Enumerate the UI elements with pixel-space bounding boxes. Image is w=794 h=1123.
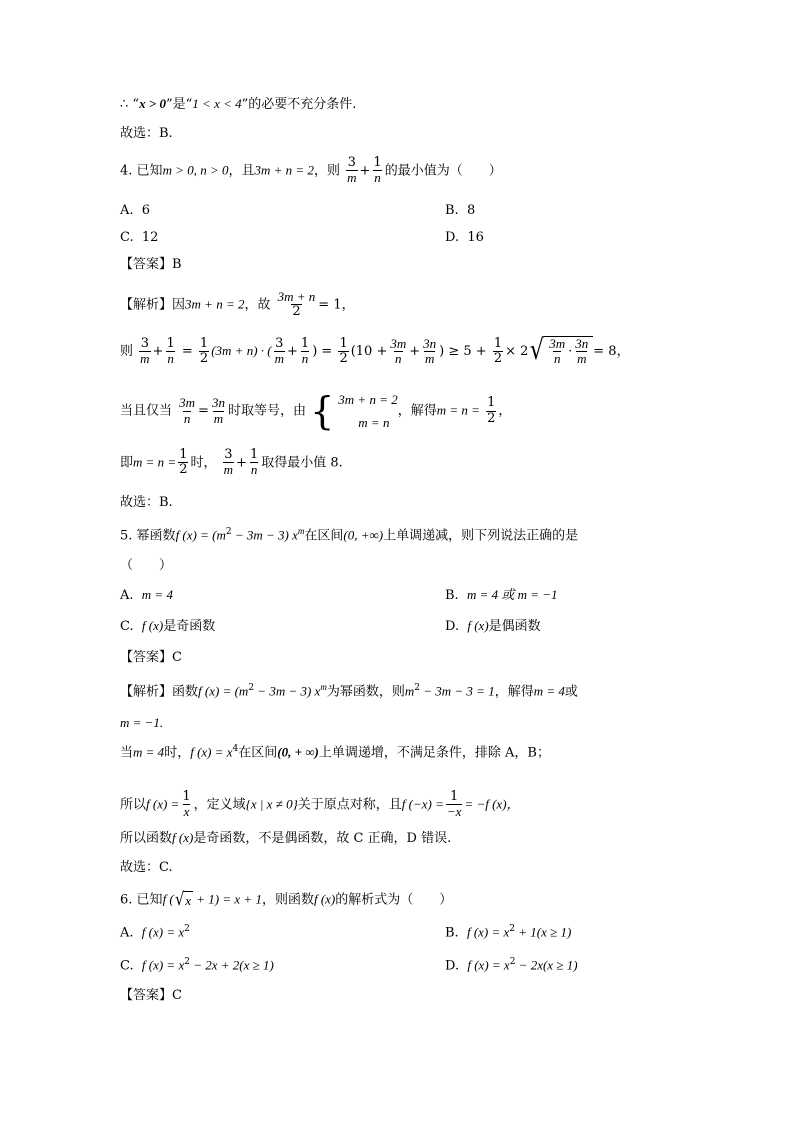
q4-option-a: A. 6 bbox=[120, 203, 151, 218]
question-number: 5. bbox=[120, 528, 133, 544]
equation-system: { 3m + n = 2 m = n bbox=[310, 389, 398, 433]
answer-label: 【答案】 bbox=[120, 257, 173, 272]
q5-answer bbox=[120, 651, 182, 664]
q5-analysis-1: 【解析】函数f $(x) = (m^2 - 3m - 3)$ $x^m$为幂函数，则$m^2 - 3m - 3 = 1$，解得m = 4或 bbox=[120, 682, 578, 700]
q5-option-b: B. m = 4 或 m = −1 bbox=[445, 587, 558, 603]
q4-choose: 故选：B. bbox=[120, 495, 173, 510]
q4-stem: 4. 已知m > 0, n > 0，且3m + n = 2，则 $\frac{3}{m}$ + $\frac{1}{n}$ 的最小值为（ ） bbox=[120, 155, 502, 186]
q5-analysis-4: 所以f (x) = $\frac{1}{x}$ ，定义域{x | x ≠ 0}关于原点对称，且f (−x) = $\frac{1}{-x}$ = −f (x)， bbox=[120, 789, 520, 820]
analysis-label: 【解析】 bbox=[120, 297, 173, 313]
q4-analysis-1: 【解析】因3m + n = 2，故 $\frac{3m + n}{2}$ = 1， bbox=[120, 289, 355, 320]
analysis-label: 【解析】 bbox=[120, 684, 173, 700]
q4-analysis-3: 当且仅当 $\frac{3m}{n}$ = $\frac{3n}{m}$ 时取等号，由 { 3m + n = 2 m = n ，解得m = n = $\frac{1}{2}$ ， bbox=[120, 389, 512, 433]
q5-choose: 故选：C. bbox=[120, 860, 173, 875]
intro-conclusion: ∴ “x > 0”是“1 < x < 4”的必要不充分条件. bbox=[120, 96, 357, 112]
q5-stem: 5. 幂函数f $(x) = (m^2 - 3m - 3)$ $x^m$在区间(0, +∞)上单调递减，则下列说法正确的是 bbox=[120, 526, 579, 544]
q6-stem: 6. 已知f ( √ x + 1) = x + 1，则函数f (x)的解析式为（ ） bbox=[120, 889, 453, 910]
intro-choose: 故选：B. bbox=[120, 126, 173, 141]
q4-analysis-2: 则 $\frac{3}{m}$ + $\frac{1}{n}$ = $\frac{1}{2}$ (3m + n) · ( $\frac{3}{m}$ + $\frac{1}{n}$ ) = $\frac{1}{2}$ (10 + $\frac{3m}{n}$ + $\frac{3n}{m}$ ) ≥ 5 + $\frac{1}{2}$ × 2 √ $\frac{3m}{n}$ · $\frac{3n}{m}$ = 8， bbox=[120, 333, 630, 367]
q4-option-d: D. 16 bbox=[445, 230, 484, 245]
question-number: 4. bbox=[120, 163, 133, 179]
therefore-symbol: ∴ bbox=[120, 97, 129, 112]
q4-option-c: C. 12 bbox=[120, 230, 159, 245]
q4-option-b: B. 8 bbox=[445, 203, 476, 218]
answer-value: C bbox=[172, 988, 182, 1003]
square-root: √ x bbox=[174, 889, 192, 910]
q4-analysis-4: 即m = n = $\frac{1}{2}$ 时， $\frac{3}{m}$ + $\frac{1}{n}$ 取得最小值 8. bbox=[120, 447, 343, 478]
q6-option-d: D. f $(x) = x^2 - 2x(x \ge 1)$ bbox=[445, 957, 578, 974]
q6-option-a: A. f $(x) = x^2$ bbox=[120, 924, 190, 941]
fraction: $\frac{3}{m}$ bbox=[347, 155, 357, 186]
q5-analysis-2: m = −1. bbox=[120, 715, 164, 730]
q5-option-d: D. f (x)是偶函数 bbox=[445, 618, 541, 634]
question-number: 6. bbox=[120, 892, 133, 908]
fraction: $\frac{3m + n}{2}$ bbox=[277, 289, 316, 320]
q6-answer bbox=[120, 989, 182, 1002]
q6-option-b: B. f $(x) = x^2 + 1(x \ge 1)$ bbox=[445, 924, 572, 941]
q5-option-a: A. m = 4 bbox=[120, 587, 173, 603]
answer-value: C bbox=[172, 650, 182, 665]
q5-option-c: C. f (x)是奇函数 bbox=[120, 618, 216, 634]
q5-analysis-5: 所以函数f (x)是奇函数，不是偶函数，故 C 正确，D 错误. bbox=[120, 830, 452, 846]
square-root: √ $\frac{3m}{n}$ · $\frac{3n}{m}$ bbox=[528, 336, 593, 367]
q6-option-c: C. f $(x) = x^2 - 2x + 2(x \ge 1)$ bbox=[120, 957, 274, 974]
q5-analysis-3: 当m = 4时，f $(x) = x^4$在区间(0, + ∞)上单调递增，不满足条件，排除 A，B； bbox=[120, 744, 550, 761]
answer-value: B bbox=[172, 257, 182, 272]
q5-paren: （ ） bbox=[120, 558, 173, 573]
answer-label: 【答案】 bbox=[120, 988, 173, 1003]
answer-label: 【答案】 bbox=[120, 650, 173, 665]
fraction: $\frac{1}{n}$ bbox=[373, 155, 382, 186]
q4-answer bbox=[120, 258, 182, 271]
